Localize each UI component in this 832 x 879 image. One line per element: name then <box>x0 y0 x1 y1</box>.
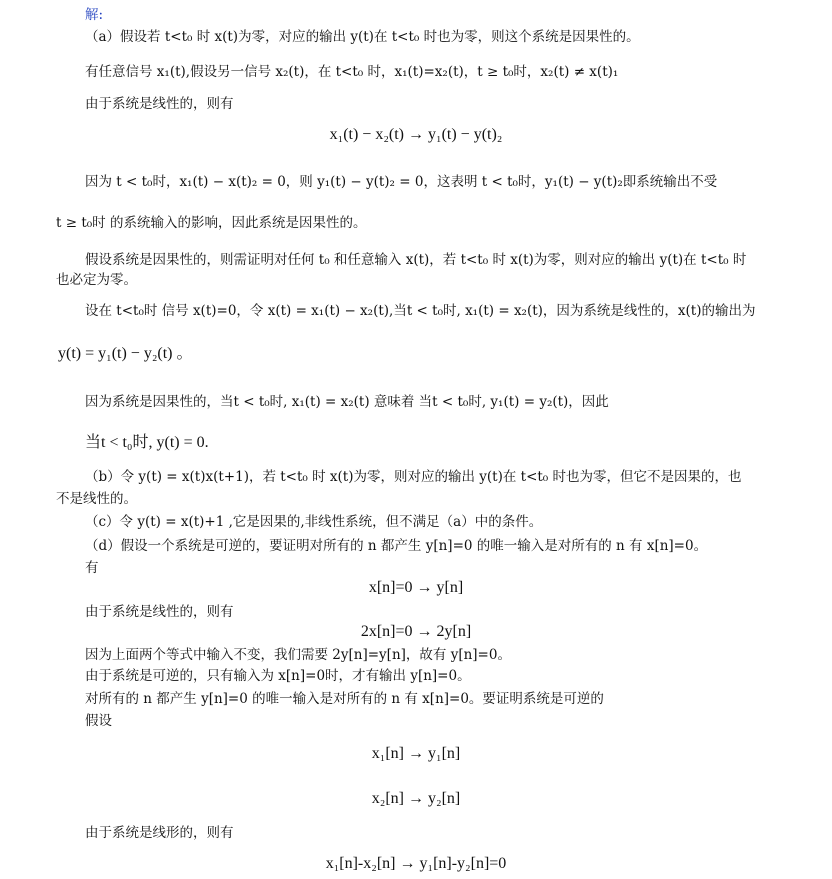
part-a-paragraph-2: 有任意信号 x₁(t),假设另一信号 x₂(t)，在 t<t₀ 时，x₁(t)=x₂(t)，t ≥ t₀时，x₂(t) ≠ x(t)₁ <box>85 64 619 80</box>
part-d-paragraph-8: 由于系统是线形的，则有 <box>85 825 234 841</box>
part-a-paragraph-4: 因为 t < t₀时，x₁(t) − x(t)₂ = 0，则 y₁(t) − y(t)₂ = 0，这表明 t < t₀时，y₁(t) − y(t)₂即系统输出不受 <box>85 174 718 190</box>
part-a-equation-2: y(t) = y₁(t) − y₂(t) 。 <box>58 345 193 362</box>
part-d-paragraph-7: 假设 <box>85 713 112 729</box>
part-d-equation-4: x₂[n] → y₂[n] <box>371 790 461 807</box>
part-c-paragraph-1: （c）令 y(t) = x(t)+1 ,它是因果的,非线性系统，但不满足（a）中的条件。 <box>85 514 543 530</box>
part-d-equation-3: x₁[n] → y₁[n] <box>371 745 461 762</box>
part-a-paragraph-7: 设在 t<t₀时 信号 x(t)=0，令 x(t) = x₁(t) − x₂(t),当t < t₀时, x₁(t) = x₂(t)，因为系统是线性的，x(t)的输出为 <box>85 303 756 319</box>
part-b-paragraph-1: （b）令 y(t) = x(t)x(t+1)，若 t<t₀ 时 x(t)为零，则对应的输出 y(t)在 t<t₀ 时也为零，但它不是因果的，也 <box>85 469 742 485</box>
part-d-equation-5: x₁[n]-x₂[n] → y₁[n]-y₂[n]=0 <box>325 855 507 872</box>
part-a-equation-1: x₁(t) − x₂(t) → y₁(t) − y(t)₂ <box>329 126 503 143</box>
solution-label: 解: <box>85 7 104 23</box>
part-a-paragraph-9: 因为系统是因果性的，当t < t₀时, x₁(t) = x₂(t) 意味着 当t < t₀时, y₁(t) = y₂(t)，因此 <box>85 394 609 410</box>
part-b-paragraph-2: 不是线性的。 <box>56 491 137 507</box>
part-d-paragraph-6: 对所有的 n 都产生 y[n]=0 的唯一输入是对所有的 n 有 x[n]=0。要证明系统是可逆的 <box>85 691 604 707</box>
part-d-paragraph-3: 由于系统是线性的，则有 <box>85 604 234 620</box>
part-a-paragraph-6b: 也必定为零。 <box>56 272 137 288</box>
part-d-paragraph-1: （d）假设一个系统是可逆的，要证明对所有的 n 都产生 y[n]=0 的唯一输入是对所有的 n 有 x[n]=0。 <box>85 538 708 554</box>
part-a-paragraph-1: （a）假设若 t<t₀ 时 x(t)为零，对应的输出 y(t)在 t<t₀ 时也为零，则这个系统是因果性的。 <box>85 29 640 45</box>
part-d-equation-1: x[n]=0 → y[n] <box>368 579 464 596</box>
part-a-paragraph-3: 由于系统是线性的，则有 <box>85 96 234 112</box>
part-a-paragraph-6a: 假设系统是因果性的，则需证明对任何 t₀ 和任意输入 x(t)，若 t<t₀ 时 x(t)为零，则对应的输出 y(t)在 t<t₀ 时 <box>85 252 747 268</box>
part-d-equation-2: 2x[n]=0 → 2y[n] <box>360 623 472 640</box>
part-d-paragraph-2: 有 <box>85 560 99 576</box>
part-d-paragraph-4: 因为上面两个等式中输入不变，我们需要 2y[n]=y[n]，故有 y[n]=0。 <box>85 647 511 663</box>
part-a-conclusion: 当t < t₀时, y(t) = 0. <box>85 434 209 451</box>
part-a-paragraph-5: t ≥ t₀时 的系统输入的影响，因此系统是因果性的。 <box>56 215 367 231</box>
part-d-paragraph-5: 由于系统是可逆的，只有输入为 x[n]=0时，才有输出 y[n]=0。 <box>85 668 471 684</box>
